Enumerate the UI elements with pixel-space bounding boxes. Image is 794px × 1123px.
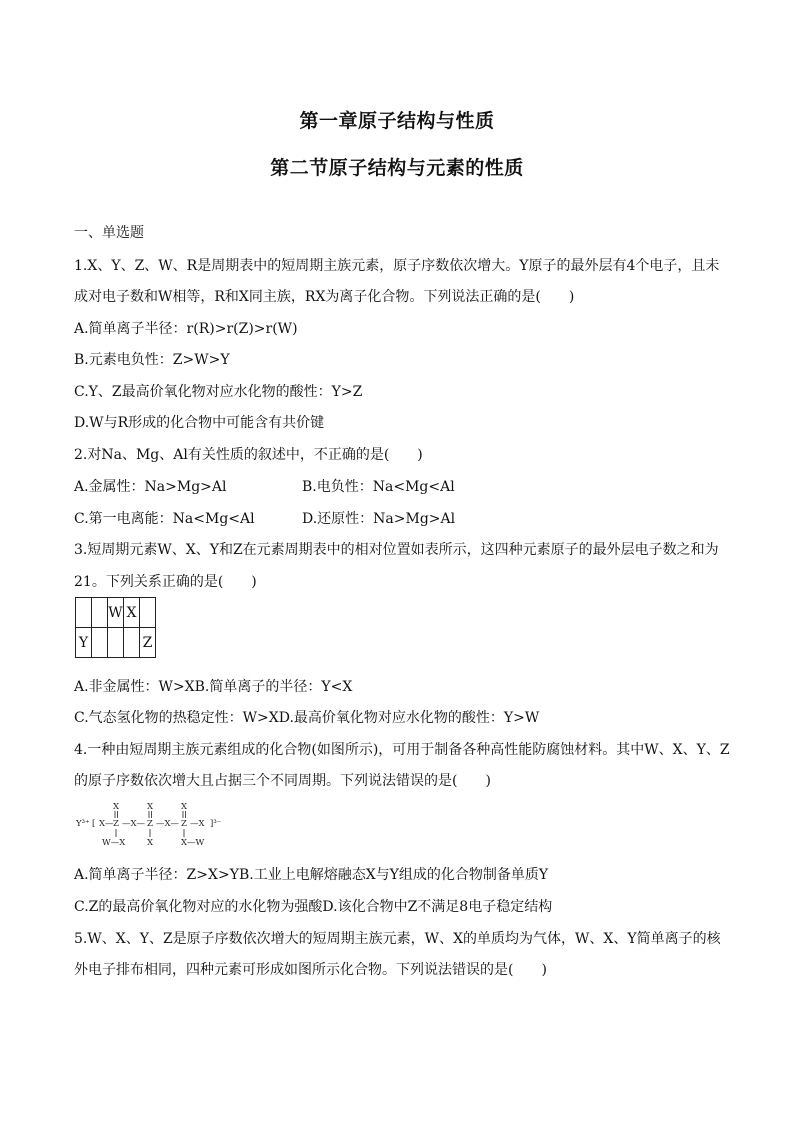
q4-stem-line2: 的原子序数依次增大且占据三个不同周期。下列说法错误的是( )	[74, 773, 491, 789]
table-cell	[124, 628, 140, 658]
structure-chain-part: —X	[190, 819, 205, 829]
q1-stem-line1: 1.X、Y、Z、W、R是周期表中的短周期主族元素，原子序数依次增大。Y原子的最外层有4个电子，且未	[74, 258, 720, 274]
structure-z-atom: Z	[181, 819, 187, 829]
table-cell: Z	[140, 628, 156, 658]
table-cell	[76, 598, 92, 628]
q5-stem-line2: 外电子排布相同，四种元素可形成如图所示化合物。下列说法错误的是( )	[74, 962, 547, 978]
table-cell	[92, 598, 108, 628]
q2-stem: 2.对Na、Mg、Al有关性质的叙述中，不正确的是( )	[74, 447, 423, 463]
structure-chain-part: —X—	[156, 819, 180, 829]
table-row	[76, 598, 156, 628]
q5-stem-line1: 5.W、X、Y、Z是原子序数依次增大的短周期主族元素，W、X的单质均为气体，W、X、Y简单离子的核	[74, 931, 721, 947]
q4-options-ab: A.简单离子半径：Z>X>YB.工业上电解熔融态X与Y组成的化合物制备单质Y	[74, 867, 549, 883]
structure-bottom: X	[146, 838, 154, 848]
q1-option-a: A.简单离子半径：r(R)>r(Z)>r(W)	[74, 321, 298, 337]
structure-z-atom: Z	[147, 819, 153, 829]
q3-options-ab: A.非金属性：W>XB.简单离子的半径：Y<X	[74, 679, 353, 695]
section-title: 第二节原子结构与元素的性质	[270, 157, 524, 179]
q2-option-a: A.金属性：Na>Mg>Al	[74, 479, 227, 495]
structure-chain-part: —X—	[122, 819, 146, 829]
table-cell: W	[108, 598, 124, 628]
q3-options-cd: C.气态氢化物的热稳定性：W>XD.最高价氧化物对应水化物的酸性：Y>W	[74, 710, 540, 726]
table-cell	[140, 598, 156, 628]
table-cell: Y	[76, 628, 92, 658]
structure-close-bracket: ]³⁻	[210, 819, 222, 829]
q2-option-b: B.电负性：Na<Mg<Al	[302, 479, 455, 495]
chapter-title: 第一章原子结构与性质	[299, 110, 495, 132]
structure-chain-part: X—	[99, 819, 114, 829]
structure-top-x: X	[180, 802, 188, 812]
structure-top-x: X	[112, 802, 120, 812]
table-cell: X	[124, 598, 140, 628]
structure-z-atom: Z	[113, 819, 119, 829]
q1-stem-line2: 成对电子数和W相等，R和X同主族，RX为离子化合物。下列说法正确的是( )	[74, 289, 575, 305]
structure-open-bracket: [	[92, 819, 96, 829]
q4-stem-line1: 4.一种由短周期主族元素组成的化合物(如图所示)，可用于制备各种高性能防腐蚀材料。其中W、X、Y、Z	[74, 742, 730, 758]
structure-bottom: X—W	[181, 838, 205, 848]
compound-structure-diagram	[74, 800, 254, 852]
q2-option-c: C.第一电离能：Na<Mg<Al	[74, 511, 255, 527]
structure-cation: Y³⁺	[76, 819, 90, 829]
table-cell	[108, 628, 124, 658]
q1-option-b: B.元素电负性：Z>W>Y	[74, 352, 230, 368]
q1-option-c: C.Y、Z最高价氧化物对应水化物的酸性：Y>Z	[74, 384, 363, 400]
q4-options-cd: C.Z的最高价氧化物对应的水化物为强酸D.该化合物中Z不满足8电子稳定结构	[74, 899, 553, 915]
table-row	[76, 628, 156, 658]
table-cell	[92, 628, 108, 658]
structure-bottom: W—X	[102, 838, 126, 848]
q3-stem-line1: 3.短周期元素W、X、Y和Z在元素周期表中的相对位置如表所示，这四种元素原子的最外层电子数之和为	[74, 542, 719, 558]
section-label: 一、单选题	[74, 225, 144, 241]
q3-stem-line2: 21。下列关系正确的是( )	[74, 574, 257, 590]
periodic-table-fragment	[75, 597, 156, 658]
q2-option-d: D.还原性：Na>Mg>Al	[302, 511, 456, 527]
structure-top-x: X	[146, 802, 154, 812]
q1-option-d: D.W与R形成的化合物中可能含有共价键	[74, 415, 325, 431]
